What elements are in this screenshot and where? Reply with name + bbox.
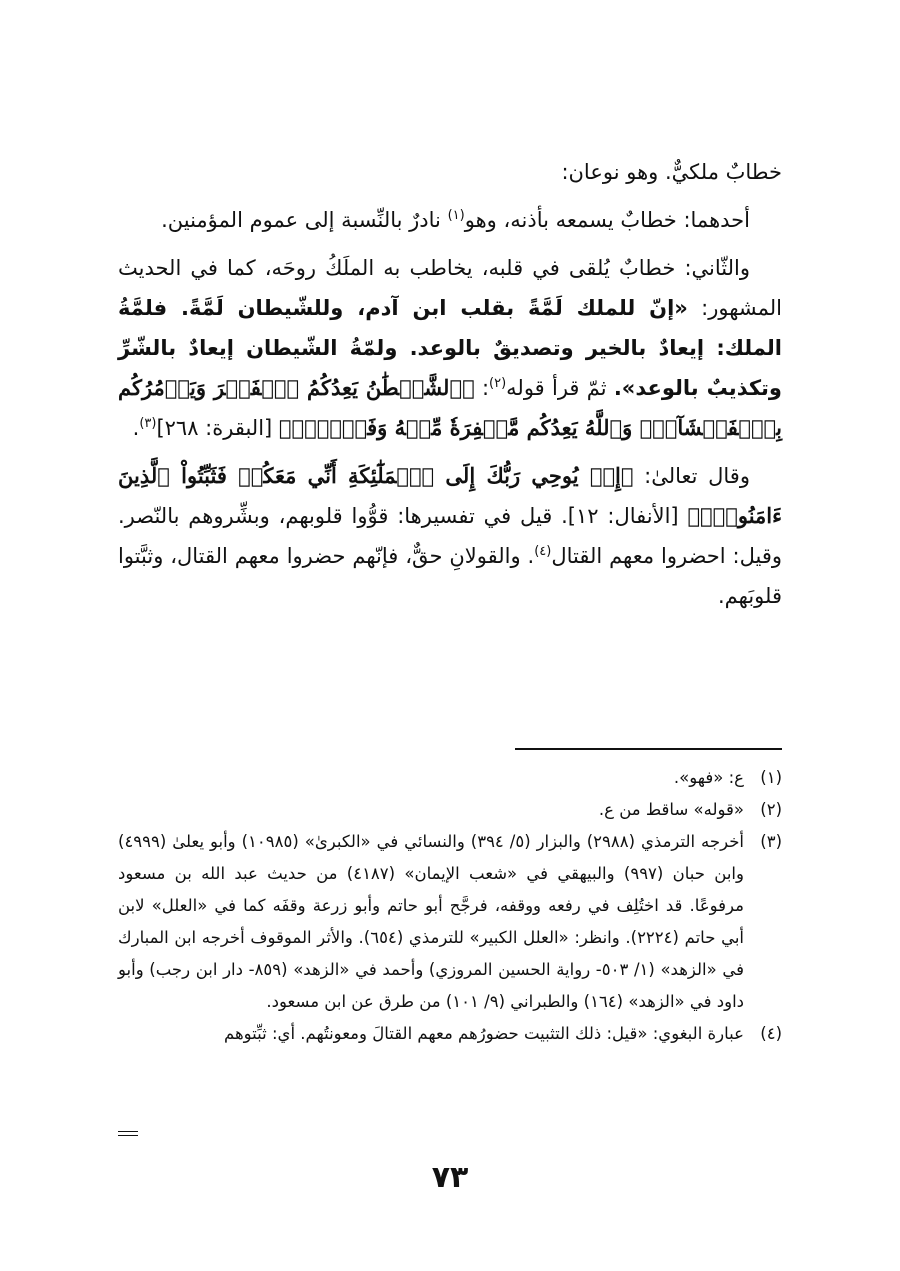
footnote-text: ع: «فهو». [673,768,744,787]
footnote-number: (١) [760,768,782,787]
paragraph-4-text-a: وقال تعالىٰ: [644,464,750,488]
paragraph-2 [118,200,782,240]
paragraph-3-text-a: والثّاني: خطابٌ يُلقى في قلبه، يخاطب به الملَكُ روحَه، كما في الحديث المشهور: [118,256,782,320]
quran-verse-baqarah: ﴿ٱلشَّيۡطَٰنُ يَعِدُكُمُ ٱلۡفَقۡرَ وَيَأۡمُرُكُم بِٱلۡفَحۡشَآءِۖ وَٱللَّهُ يَعِدُكُم مَّغۡفِرَةٗ مِّنۡهُ وَفَضۡلٗاۗ﴾ [118,375,782,440]
footnote-2 [118,794,782,826]
footnote-4 [118,1018,782,1050]
footnote-1 [118,762,782,794]
paragraph-2-text-a: أحدهما: خطابٌ يسمعه بأذنه، وهو [464,208,750,232]
hadith-quote: «إنّ للملك لَمَّةً بقلب ابن آدم، وللشّيطان لَمَّةً. فلمَّةُ الملك: إيعادٌ بالخير وتصديقٌ بالوعد. ولمّةُ الشّيطان إيعادٌ بالشّرِّ وتكذيبٌ بالوعد». [118,296,782,400]
footnote-number: (٣) [760,832,782,851]
paragraph-3: والثّاني: خطابٌ يُلقى في قلبه، يخاطب به الملَكُ روحَه، كما في الحديث المشهور: «إنّ للملك لَمَّةً بقلب ابن آدم، وللشّيطان لَمَّةً. فلمَّةُ الملك: إيعادٌ بالخير وتصديقٌ بالوعد. ولمّةُ الشّيطان إيعادٌ بالشّرِّ وتكذيبٌ بالوعد». ثمّ قرأ قوله$^{(٢)}$: ﴿ٱلشَّيۡطَٰنُ يَعِدُكُمُ ٱلۡفَقۡرَ وَيَأۡمُرُكُم بِٱلۡفَحۡشَآءِۖ وَٱللَّهُ يَعِدُكُم مَّغۡفِرَةٗ مِّنۡهُ وَفَضۡلٗاۗ﴾ [البقرة: ٢٦٨]$^{(٣)}$. [118,256,782,440]
paragraph-1-text: خطابٌ ملكيٌّ. وهو نوعان: [561,160,782,184]
footnote-ref-3: (٣) [139,416,157,431]
paragraph-4-text-c: . والقولانِ حقٌّ، فإنّهم حضروا معهم القتال، وثبَّتوا قلوبَهم. [118,544,782,608]
continuation-mark [118,1131,138,1136]
footnote-ref-4: (٤) [534,544,552,559]
footnotes [118,762,782,1050]
paragraph-3-text-b: ثمّ قرأ قوله [506,376,607,400]
paragraph-4-text-b: [الأنفال: ١٢]. قيل في تفسيرها: قوُّوا قلوبهم، وبشِّروهم بالنّصر. وقيل: احضروا معهم القتال [118,504,782,568]
main-text [118,152,782,616]
paragraph-4 [118,456,782,616]
citation-baqarah: [البقرة: ٢٦٨] [156,416,273,440]
quran-verse-anfal: ﴿إِذۡ يُوحِي رَبُّكَ إِلَى ٱلۡمَلَٰٓئِكَةِ أَنِّي مَعَكُمۡ فَثَبِّتُواْ ٱلَّذِينَ ءَامَنُواْۚ﴾ [118,463,782,528]
page-number: ٧٣ [431,1160,469,1195]
footnote-text: عبارة البغوي: «قيل: ذلك التثبيت حضورُهم معهم القتالَ ومعونتُهم. أي: ثبِّتوهم [223,1024,744,1043]
footnote-number: (٤) [760,1024,782,1043]
footnote-text: أخرجه الترمذي (٢٩٨٨) والبزار (٥/ ٣٩٤) والنسائي في «الكبرىٰ» (١٠٩٨٥) وأبو يعلىٰ (٤٩٩٩) وابن حبان (٩٩٧) والبيهقي في «شعب الإيمان» (٤١٨٧) من حديث عبد الله بن مسعود مرفوعًا. قد اختُلِف في رفعه ووقفه، فرجَّح أبو حاتم وأبو زرعة وقفَه كما في «العلل» لابن أبي حاتم (٢٢٢٤). وانظر: «العلل الكبير» للترمذي (٦٥٤). والأثر الموقوف أخرجه ابن المبارك في «الزهد» (١/ ٥٠٣- رواية الحسين المروزي) وأحمد في «الزهد» (٨٥٩- دار ابن رجب) وأبو داود في «الزهد» (١٦٤) والطبراني (٩/ ١٠١) من طرق عن ابن مسعود. [118,832,744,1011]
footnote-3 [118,826,782,1018]
footnote-ref-1: (١) [447,208,465,223]
paragraph-1 [118,152,782,192]
footnote-text: «قوله» ساقط من ع. [598,800,744,819]
footnote-ref-2: (٢) [489,376,507,391]
paragraph-2-text-b: نادرٌ بالنِّسبة إلى عموم المؤمنين. [161,208,441,232]
footnote-divider [515,748,782,750]
footnote-number: (٢) [760,800,782,819]
